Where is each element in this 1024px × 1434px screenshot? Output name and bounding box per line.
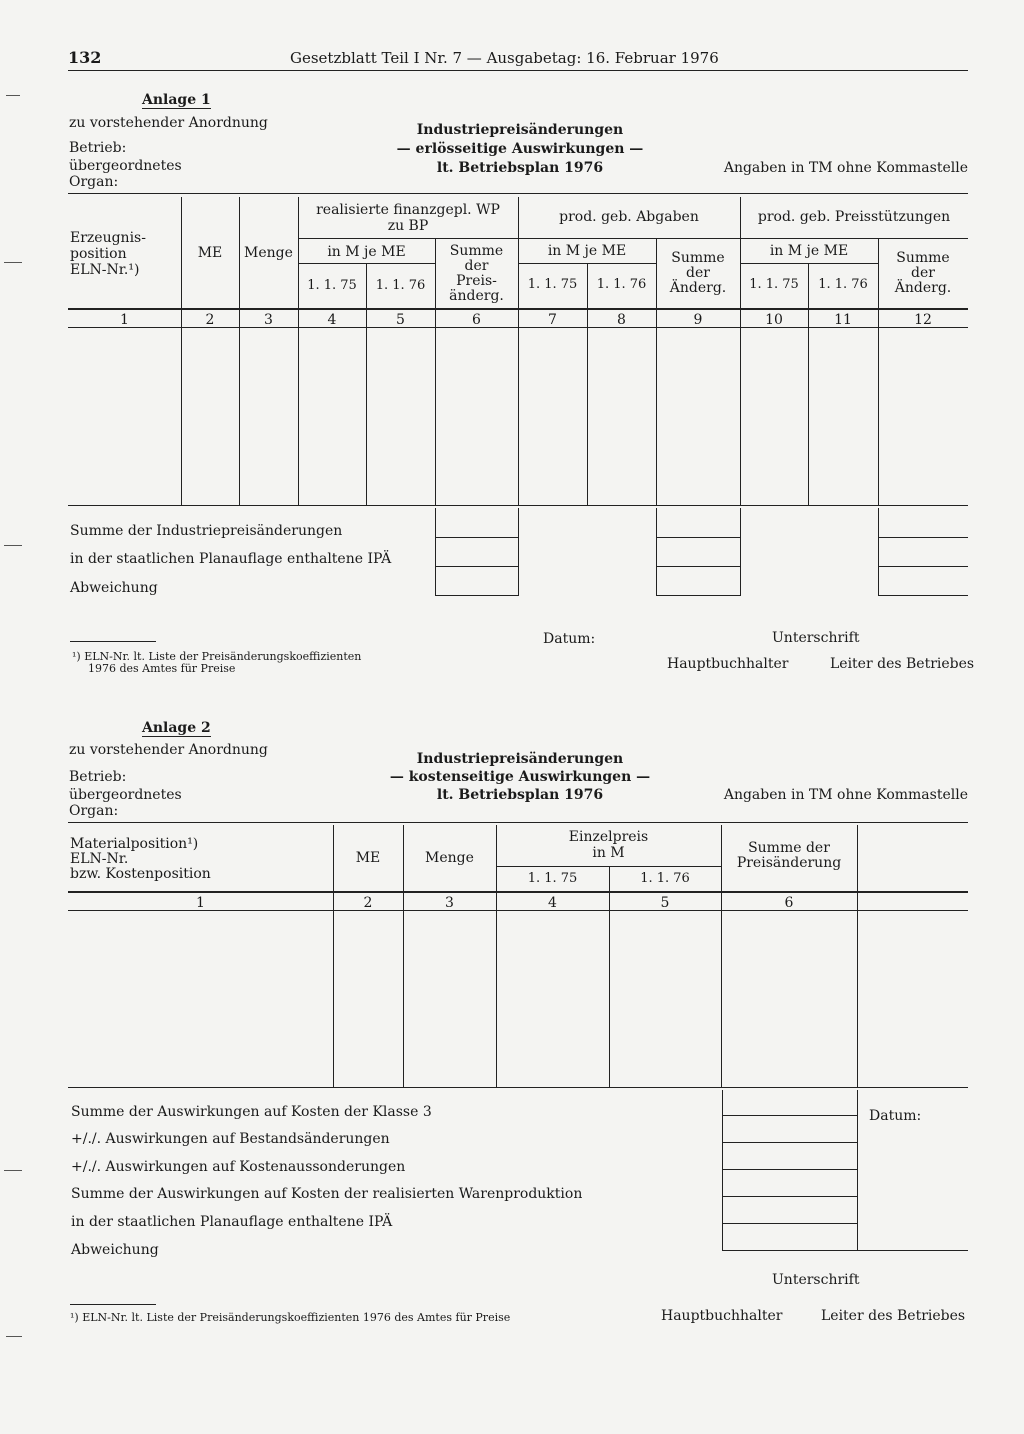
hauptbuchhalter-label: Hauptbuchhalter	[661, 1308, 783, 1324]
grp-stuetzungen: prod. geb. Preisstützungen	[757, 209, 951, 225]
unterschrift-label: Unterschrift	[772, 1272, 860, 1288]
anlage-1-reference: zu vorstehender Anordnung	[69, 115, 268, 131]
col-menge: Menge	[244, 245, 293, 261]
summary-row-planauflage: in der staatlichen Planauflage enthaltene IPÄ	[70, 551, 392, 567]
margin-mark	[4, 545, 22, 546]
form-title-line2: — kostenseitige Auswirkungen —	[389, 769, 651, 785]
date-1-1-75-a: 1. 1. 75	[307, 278, 357, 293]
date-1-1-75-b: 1. 1. 75	[527, 277, 578, 292]
sub-in-m-je-me-2: in M je ME	[547, 243, 627, 259]
footnote: ¹) ELN-Nr. lt. Liste der Preisänderungskoeffizienten 1976 des Amtes für Preise	[70, 1311, 511, 1324]
col-number: 3	[445, 895, 454, 911]
organ-label-line2: Organ:	[69, 174, 119, 190]
col-number: 4	[548, 895, 557, 911]
col-number: 6	[472, 312, 481, 328]
footnote-line1: ¹) ELN-Nr. lt. Liste der Preisänderungskoeffizienten	[72, 650, 362, 663]
grp-einzelpreis-line2: in M	[592, 845, 625, 861]
grp-realisiert-line2: zu BP	[387, 218, 429, 234]
running-title: Gesetzblatt Teil I Nr. 7 — Ausgabetag: 16. Februar 1976	[290, 49, 719, 67]
grp-realisiert-line1: realisierte finanzgepl. WP	[316, 202, 500, 218]
datum-label: Datum:	[543, 631, 596, 647]
sub-in-m-je-me-3: in M je ME	[769, 243, 849, 259]
col-menge: Menge	[425, 850, 474, 866]
summe-preis-line3: Preis-	[456, 273, 497, 289]
summary-row-planauflage: in der staatlichen Planauflage enthaltene IPÄ	[71, 1214, 393, 1230]
col-me: ME	[197, 245, 223, 261]
col-number: 5	[660, 895, 670, 911]
datum-label: Datum:	[869, 1108, 922, 1124]
grp-einzelpreis-line1: Einzelpreis	[568, 829, 649, 845]
summe-preis-line2: der	[464, 258, 489, 274]
col-erzeugnis-line3: ELN-Nr.¹)	[70, 262, 140, 278]
unterschrift-label: Unterschrift	[772, 630, 860, 646]
summe-aenderg-abgaben-line3: Änderg.	[669, 280, 727, 296]
col-summe-line2: Preisänderung	[736, 855, 842, 871]
col-number: 11	[834, 312, 852, 328]
col-number: 10	[765, 312, 783, 328]
margin-mark	[4, 262, 22, 263]
summary-row-klasse3: Summe der Auswirkungen auf Kosten der Klasse 3	[71, 1104, 432, 1120]
col-number: 6	[784, 895, 794, 911]
col-erzeugnis-line2: position	[70, 246, 127, 262]
form-title-line3: lt. Betriebsplan 1976	[436, 160, 604, 176]
angaben-note: Angaben in TM ohne Kommastelle	[723, 787, 968, 803]
summary-row-abweichung: Abweichung	[71, 1242, 159, 1258]
date-1-1-75-c: 1. 1. 75	[749, 277, 799, 292]
hauptbuchhalter-label: Hauptbuchhalter	[667, 656, 789, 672]
leiter-label: Leiter des Betriebes	[821, 1308, 966, 1324]
col-number: 4	[327, 312, 337, 328]
col-material-line1: Materialposition¹)	[70, 836, 199, 852]
col-number: 5	[396, 312, 405, 328]
form-title-line1: Industriepreisänderungen	[416, 122, 624, 138]
col-me: ME	[355, 850, 381, 866]
footnote-rule	[70, 1304, 156, 1305]
grp-abgaben: prod. geb. Abgaben	[559, 209, 699, 225]
margin-mark	[6, 1336, 22, 1337]
sub-in-m-je-me-1: in M je ME	[327, 244, 406, 260]
col-erzeugnis-line1: Erzeugnis-	[70, 230, 146, 246]
col-number: 1	[120, 312, 129, 328]
page-number: 132	[68, 48, 102, 67]
header-rule	[68, 70, 968, 71]
col-number: 2	[205, 312, 215, 328]
anlage-2-reference: zu vorstehender Anordnung	[69, 742, 268, 758]
summary-row-aussonderung: +/./. Auswirkungen auf Kostenaussonderungen	[71, 1159, 406, 1175]
date-1-1-76-c: 1. 1. 76	[818, 277, 868, 292]
col-number: 3	[264, 312, 273, 328]
col-summe-line1: Summe der	[748, 840, 830, 856]
summary-row-bestand: +/./. Auswirkungen auf Bestandsänderungen	[71, 1131, 390, 1147]
col-number: 12	[914, 312, 932, 328]
col-number: 7	[548, 312, 557, 328]
col-material-line2: ELN-Nr.	[70, 851, 129, 867]
organ-label-line1: übergeordnetes	[69, 158, 182, 174]
col-number: 1	[196, 895, 205, 911]
margin-mark	[6, 95, 20, 96]
summe-preis-line1: Summe	[449, 243, 504, 259]
summary-row-summe: Summe der Industriepreisänderungen	[70, 523, 343, 539]
angaben-note: Angaben in TM ohne Kommastelle	[723, 160, 968, 176]
footnote-rule	[70, 641, 156, 642]
footnote-line2: 1976 des Amtes für Preise	[88, 662, 236, 675]
summe-aenderg-abgaben-line2: der	[686, 265, 710, 281]
summe-aenderg-abgaben-line1: Summe	[671, 250, 725, 266]
col-number: 8	[617, 312, 626, 328]
anlage-1-label: Anlage 1	[142, 92, 211, 108]
summary-row-abweichung: Abweichung	[70, 580, 158, 596]
summe-preis-line4: änderg.	[449, 288, 504, 304]
col-number: 2	[363, 895, 373, 911]
date-1-1-76: 1. 1. 76	[640, 871, 690, 886]
summe-aenderg-stuetz-line1: Summe	[896, 250, 950, 266]
summe-aenderg-stuetz-line2: der	[911, 265, 935, 281]
form-title-line1: Industriepreisänderungen	[416, 751, 624, 767]
betrieb-label: Betrieb:	[69, 140, 127, 156]
summary-row-warenproduktion: Summe der Auswirkungen auf Kosten der realisierten Warenproduktion	[71, 1186, 583, 1202]
date-1-1-76-a: 1. 1. 76	[375, 278, 426, 293]
form-title-line2: — erlösseitige Auswirkungen —	[396, 141, 644, 157]
betrieb-label: Betrieb:	[69, 769, 127, 785]
margin-mark	[4, 1170, 22, 1171]
organ-label-line1: übergeordnetes	[69, 787, 182, 803]
form-title-line3: lt. Betriebsplan 1976	[436, 787, 604, 803]
summe-aenderg-stuetz-line3: Änderg.	[894, 280, 952, 296]
organ-label-line2: Organ:	[69, 803, 119, 819]
col-number: 9	[693, 312, 703, 328]
date-1-1-76-b: 1. 1. 76	[596, 277, 647, 292]
anlage-2-label: Anlage 2	[142, 720, 211, 736]
date-1-1-75: 1. 1. 75	[527, 871, 578, 886]
leiter-label: Leiter des Betriebes	[830, 656, 975, 672]
col-material-line3: bzw. Kostenposition	[70, 866, 211, 882]
